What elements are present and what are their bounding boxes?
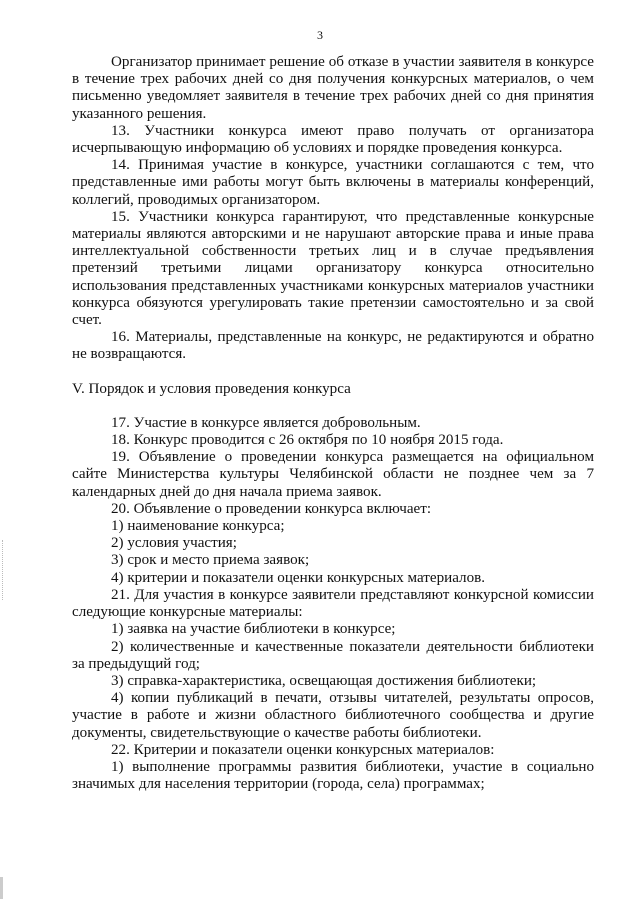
paragraph-22: 22. Критерии и показатели оценки конкурсных материалов: bbox=[111, 741, 495, 758]
paragraph-19: 19. Объявление о проведении конкурса размещается на официальном сайте Министерства культуры Челябинской области не позднее чем за 7 календарных дней до дня начала приема заявок. bbox=[72, 449, 594, 500]
scan-margin-mark bbox=[2, 540, 5, 600]
document-body bbox=[72, 54, 594, 793]
section-heading: V. Порядок и условия проведения конкурса bbox=[72, 380, 351, 397]
paragraph-20: 20. Объявление о проведении конкурса включает: bbox=[111, 500, 432, 517]
list-item: 1) наименование конкурса; bbox=[111, 518, 285, 535]
list-item: 3) срок и место приема заявок; bbox=[111, 552, 310, 569]
paragraph-16: 16. Материалы, представленные на конкурс, не редактируются и обратно не возвращаются. bbox=[72, 329, 594, 363]
paragraph-13: 13. Участники конкурса имеют право получать от организатора исчерпывающую информацию об условиях и порядке проведения конкурса. bbox=[72, 122, 594, 157]
list-item: 2) условия участия; bbox=[111, 535, 237, 552]
paragraph-15: 15. Участники конкурса гарантируют, что представленные конкурсные материалы являются авторскими и не нарушают авторские права и иные права интеллектуальной собственности третьих лиц и в случае предъявления претензий третьими лицами организатору конкурса относительно использования представленных участниками конкурсных материалов участники конкурса обязуются урегулировать такие претензии самостоятельно и за свой счет. bbox=[72, 208, 594, 329]
list-item: 4) копии публикаций в печати, отзывы читателей, результаты опросов, участие в работе и жизни областного библиотечного сообщества и другие документы, свидетельствующие о качестве работы библиотеки. bbox=[72, 690, 594, 741]
scan-corner-mark bbox=[0, 877, 3, 899]
page-number: 3 bbox=[317, 28, 323, 42]
list-item: 1) заявка на участие библиотеки в конкурсе; bbox=[111, 621, 396, 638]
paragraph: Организатор принимает решение об отказе в участии заявителя в конкурсе в течение трех рабочих дней со дня получения конкурсных материалов, о чем письменно уведомляет заявителя в течение трех рабочих дней со дня принятия указанного решения. bbox=[72, 54, 594, 122]
list-item: 1) выполнение программы развития библиотеки, участие в социально значимых для населения территории (города, села) программах; bbox=[72, 758, 594, 793]
paragraph-17: 17. Участие в конкурсе является добровольным. bbox=[111, 414, 421, 431]
paragraph-18: 18. Конкурс проводится с 26 октября по 10 ноября 2015 года. bbox=[111, 432, 504, 449]
list-item: 4) критерии и показатели оценки конкурсных материалов. bbox=[111, 569, 486, 586]
paragraph-14: 14. Принимая участие в конкурсе, участники соглашаются с тем, что представленные ими работы могут быть включены в материалы конференций, коллегий, проводимых организатором. bbox=[72, 157, 594, 208]
list-item: 3) справка-характеристика, освещающая достижения библиотеки; bbox=[111, 672, 537, 689]
list-item: 2) количественные и качественные показатели деятельности библиотеки за предыдущий год; bbox=[72, 638, 594, 672]
paragraph-21: 21. Для участия в конкурсе заявители представляют конкурсной комиссии следующие конкурсные материалы: bbox=[72, 586, 594, 621]
